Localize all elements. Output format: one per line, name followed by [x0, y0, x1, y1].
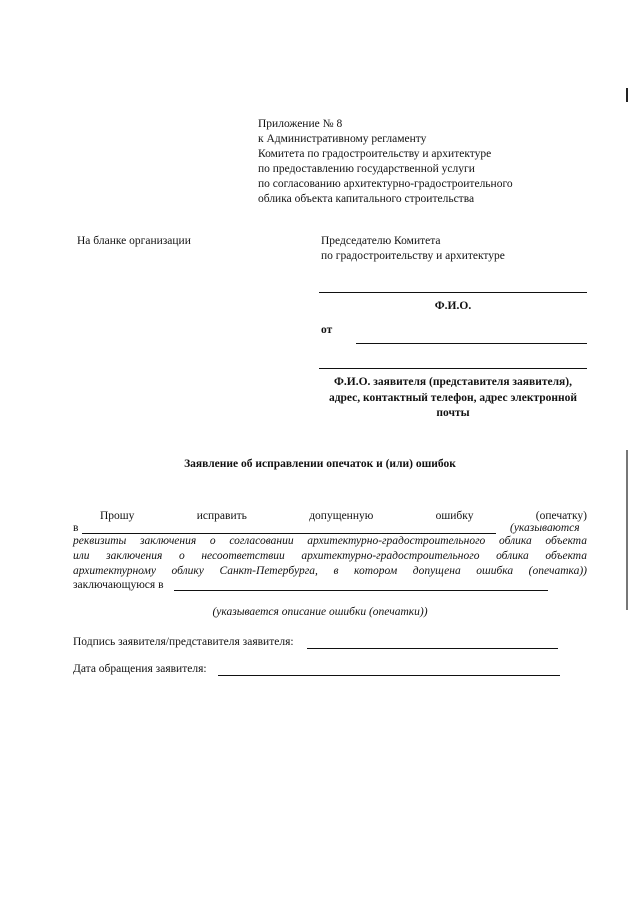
- in-label: в: [73, 522, 79, 534]
- hint-line: реквизиты заключения о согласовании архитектурно-градостроительного облика объекта: [73, 535, 587, 547]
- appendix-line: облика объекта капитального строительства: [258, 192, 475, 205]
- document-title: Заявление об исправлении опечаток и (или) ошибок: [184, 458, 456, 470]
- scan-edge-mark: [626, 88, 628, 102]
- signature-line[interactable]: [307, 648, 558, 649]
- scan-edge-mark: [626, 450, 628, 610]
- hint-line: или заключения о несоответствии архитектурно-градостроительного облика объекта: [73, 550, 587, 562]
- hint-line: архитектурному облику Санкт-Петербурга, в котором допущена ошибка (опечатка)): [73, 565, 587, 577]
- hint-start: (указываются: [510, 522, 580, 534]
- appendix-line: к Административному регламенту: [258, 132, 427, 145]
- addressee-line: по градостроительству и архитектуре: [321, 249, 505, 262]
- appendix-number: Приложение № 8: [258, 118, 343, 130]
- appendix-line: по согласованию архитектурно-градостроительного: [258, 177, 513, 190]
- date-label: Дата обращения заявителя:: [73, 663, 207, 675]
- error-description-line[interactable]: [174, 590, 548, 591]
- applicant-caption-line: адрес, контактный телефон, адрес электронной: [328, 391, 578, 404]
- word: ошибку: [435, 510, 474, 522]
- error-hint: (указывается описание ошибки (опечатки)): [212, 606, 428, 618]
- applicant-caption-line: Ф.И.О. заявителя (представителя заявителя),: [334, 376, 572, 388]
- fio-caption: Ф.И.О.: [434, 300, 472, 312]
- from-label: от: [321, 324, 333, 336]
- appendix-line: по предоставлению государственной услуги: [258, 162, 475, 175]
- appendix-line: Комитета по градостроительству и архитектуре: [258, 147, 492, 160]
- word: Прошу: [100, 510, 135, 522]
- signature-label: Подпись заявителя/представителя заявителя:: [73, 636, 294, 648]
- appendix-block: [258, 117, 598, 207]
- applicant-caption-line: почты: [436, 407, 470, 420]
- addressee-block: [321, 234, 601, 264]
- word: допущенную: [309, 510, 374, 522]
- word: исправить: [196, 510, 247, 522]
- applicant-caption: [319, 375, 587, 422]
- applicant-line-2[interactable]: [319, 368, 587, 369]
- date-line[interactable]: [218, 675, 560, 676]
- contained-label: заключающуюся в: [73, 579, 164, 591]
- letterhead-note: На бланке организации: [77, 235, 191, 247]
- addressee-line: Председателю Комитета: [321, 235, 441, 247]
- word: (опечатку): [535, 510, 587, 522]
- chairman-fio-line[interactable]: [319, 292, 587, 293]
- applicant-line-1[interactable]: [356, 343, 587, 344]
